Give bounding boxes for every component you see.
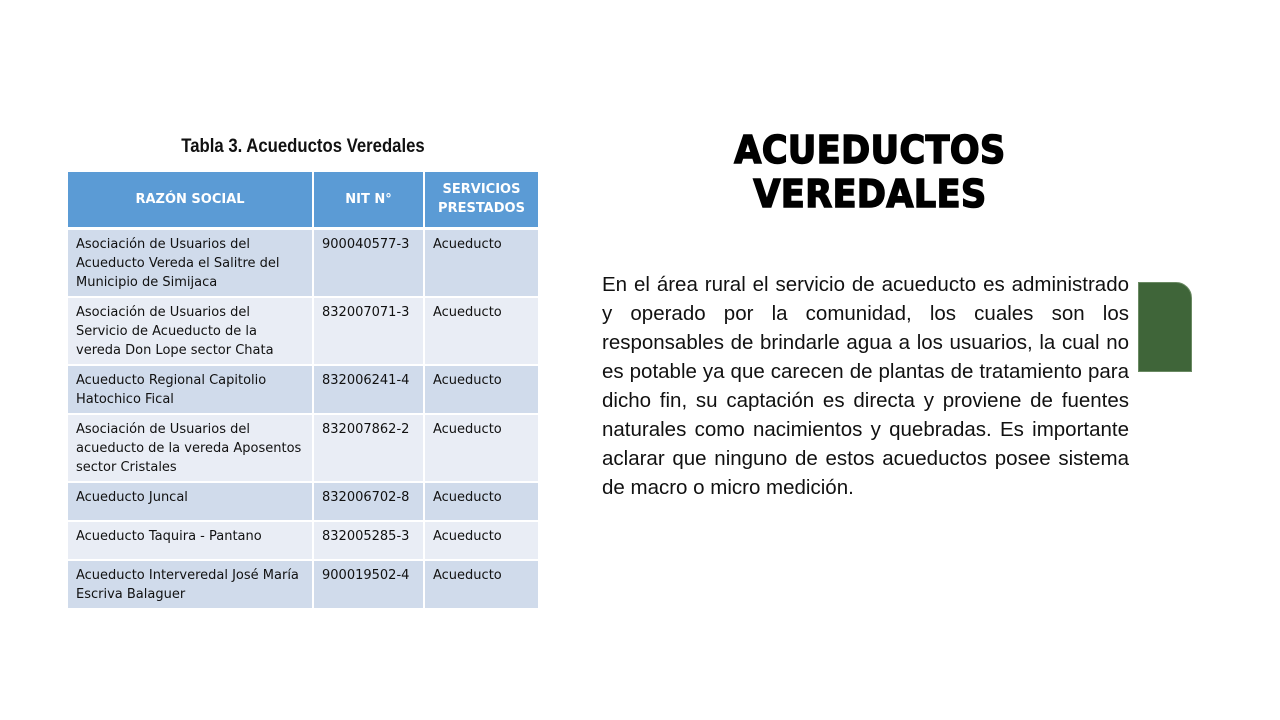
cell-nit: 832006241-4: [313, 365, 424, 414]
cell-nit: 832007862-2: [313, 414, 424, 482]
cell-razon-social: Asociación de Usuarios del Servicio de Acueducto de la vereda Don Lope sector Chata: [68, 297, 313, 365]
table-row: [68, 365, 538, 414]
cell-razon-social: Acueducto Regional Capitolio Hatochico Fical: [68, 365, 313, 414]
cell-razon-social: Asociación de Usuarios del Acueducto Vereda el Salitre del Municipio de Simijaca: [68, 228, 313, 297]
table-row: [68, 414, 538, 482]
header-nit: NIT N°: [313, 172, 424, 228]
table-caption: Tabla 3. Acueductos Veredales: [181, 136, 425, 157]
table-row: [68, 482, 538, 521]
cell-nit: 832007071-3: [313, 297, 424, 365]
cell-servicio: Acueducto: [424, 414, 538, 482]
cell-nit: 832005285-3: [313, 521, 424, 560]
table-header-row: [68, 172, 538, 228]
header-servicios: SERVICIOS PRESTADOS: [424, 172, 538, 228]
page-title: ACUEDUCTOS VEREDALES: [734, 128, 1006, 216]
cell-servicio: Acueducto: [424, 228, 538, 297]
body-paragraph: En el área rural el servicio de acueducto es administrado y operado por la comunidad, los cuales son los responsables de brindarle agua a los usuarios, la cual no es potable ya que carecen de plantas de tratamiento para dicho fin, su captación es directa y proviene de fuentes naturales como nacimientos y quebradas. Es importante aclarar que ninguno de estos acueductos posee sistema de macro o micro medición.: [602, 273, 1129, 499]
cell-razon-social: Acueducto Interveredal José María Escriva Balaguer: [68, 560, 313, 609]
table-row: [68, 228, 538, 297]
table-row: [68, 297, 538, 365]
cell-nit: 900019502-4: [313, 560, 424, 609]
acueductos-table: [68, 172, 538, 610]
cell-razon-social: Acueducto Juncal: [68, 482, 313, 521]
cell-servicio: Acueducto: [424, 297, 538, 365]
cell-razon-social: Asociación de Usuarios del acueducto de la vereda Aposentos sector Cristales: [68, 414, 313, 482]
cell-nit: 900040577-3: [313, 228, 424, 297]
table-row: [68, 521, 538, 560]
table-row: [68, 560, 538, 609]
cell-servicio: Acueducto: [424, 560, 538, 609]
cell-razon-social: Acueducto Taquira - Pantano: [68, 521, 313, 560]
cell-servicio: Acueducto: [424, 521, 538, 560]
cell-servicio: Acueducto: [424, 482, 538, 521]
green-accent-tab: [1138, 282, 1192, 372]
cell-nit: 832006702-8: [313, 482, 424, 521]
cell-servicio: Acueducto: [424, 365, 538, 414]
header-razon-social: RAZÓN SOCIAL: [68, 172, 313, 228]
